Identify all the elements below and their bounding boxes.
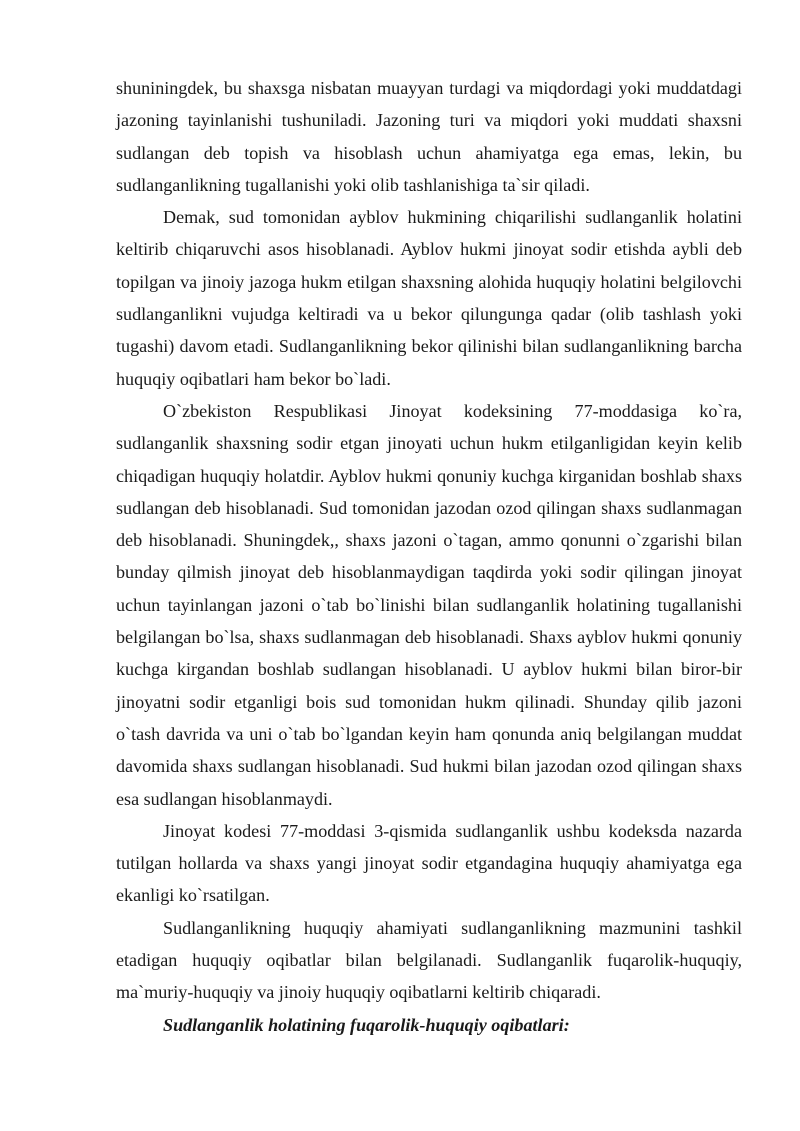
paragraph-ayblov-hukmi: Demak, sud tomonidan ayblov hukmining chiqarilishi sudlanganlik holatini keltirib chiqaruvchi asos hisoblanadi. Ayblov hukmi jinoyat sodir etishda aybli deb topilgan va jinoiy jazoga hukm etilgan shaxsning alohida huquqiy holatini belgilovchi sudlanganlikni vujudga keltiradi va u bekor qilungunga qadar (olib tashlash yoki tugashi) davom etadi. Sudlanganlikning bekor qilinishi bilan sudlanganlikning barcha huquqiy oqibatlari ham bekor bo`ladi. [116, 207, 742, 389]
document-body [116, 72, 742, 1041]
paragraph-continuation: shuniningdek, bu shaxsga nisbatan muayyan turdagi va miqdordagi yoki muddatdagi jazoning tayinlanishi tushuniladi. Jazoning turi va miqdori yoki muddati shaxsni sudlangan deb topish va hisoblash uchun ahamiyatga ega emas, lekin, bu sudlanganlikning tugallanishi yoki olib tashlanishiga ta`sir qiladi. [116, 78, 742, 195]
paragraph-3-qism: Jinoyat kodesi 77-moddasi 3-qismida sudlanganlik ushbu kodeksda nazarda tutilgan hollarda va shaxs yangi jinoyat sodir etgandagina huquqiy ahamiyatga ega ekanligi ko`rsatilgan. [116, 820, 742, 906]
paragraph-huquqiy-ahamiyat: Sudlanganlikning huquqiy ahamiyati sudlanganlikning mazmunini tashkil etadigan huquqiy oqibatlar bilan belgilanadi. Sudlanganlik fuqarolik-huquqiy, ma`muriy-huquqiy va jinoiy huquqiy oqibatlarni keltirib chiqaradi. [116, 917, 742, 1003]
paragraph-77-modda: O`zbekiston Respublikasi Jinoyat kodeksining 77-moddasiga ko`ra, sudlanganlik shaxsning sodir etgan jinoyati uchun hukm etilganligidan keyin kelib chiqadigan huquqiy holatdir. Ayblov hukmi qonuniy kuchga kirganidan boshlab shaxs sudlangan deb hisoblanadi. Sud tomonidan jazodan ozod qilingan shaxs sudlanmagan deb hisoblanadi. Shuningdek,, shaxs jazoni o`tagan, ammo qonunni o`zgarishi bilan bunday qilmish jinoyat deb hisoblanmaydigan taqdirda yoki sodir qilingan jinoyat uchun tayinlangan jazoni o`tab bo`linishi bilan sudlanganlik holatining tugallanishi belgilangan bo`lsa, shaxs sudlanmagan deb hisoblanadi. Shaxs ayblov hukmi qonuniy kuchga kirgandan boshlab sudlangan hisoblanadi. U ayblov hukmi bilan biror-bir jinoyatni sodir etganligi bois sud tomonidan hukm qilinadi. Shunday qilib jazoni o`tash davrida va uni o`tab bo`lgandan keyin ham qonunda aniq belgilangan muddat davomida shaxs sudlangan hisoblanadi. Sud hukmi bilan jazodan ozod qilingan shaxs esa sudlangan hisoblanmaydi. [116, 400, 742, 809]
section-heading: Sudlanganlik holatining fuqarolik-huquqiy oqibatlari: [163, 1014, 570, 1035]
